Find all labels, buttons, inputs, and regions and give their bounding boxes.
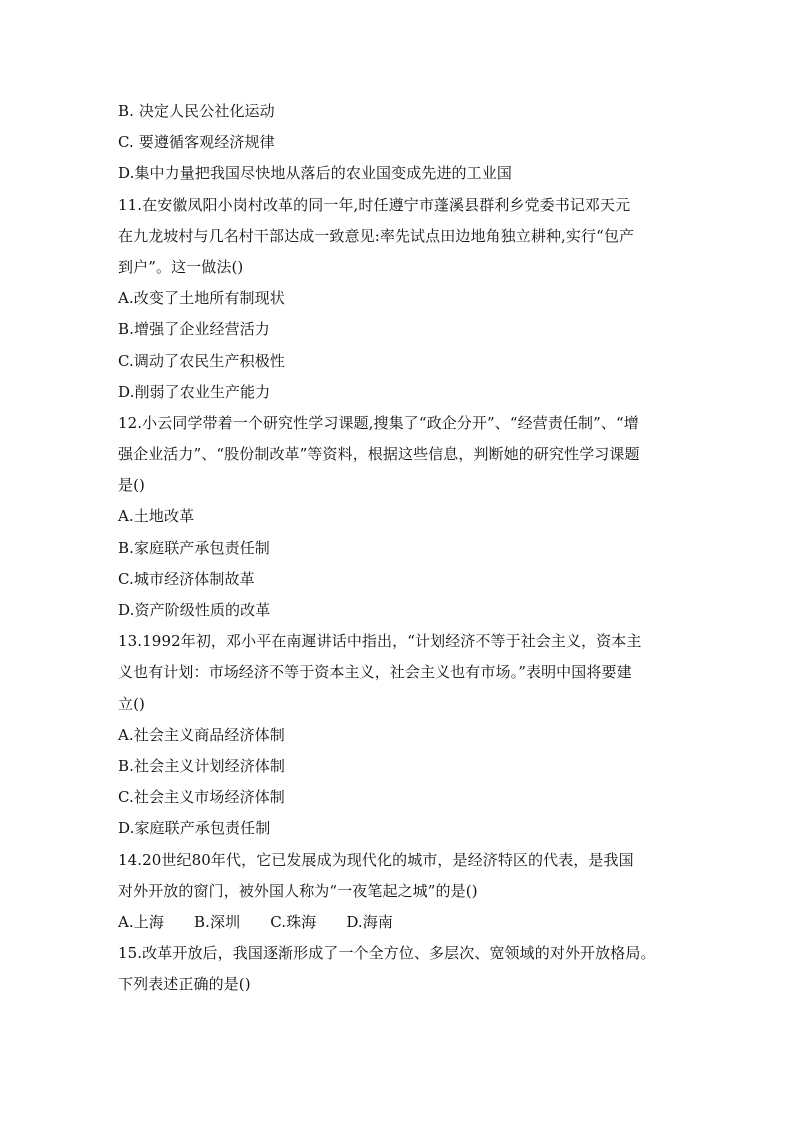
document-body — [118, 96, 678, 1000]
text-line: D.集中力量把我国尽快地从落后的农业国变成先进的工业国 — [118, 164, 512, 183]
question-15-stem: 下列表述正确的是() — [118, 975, 251, 994]
option-line: B.社会主义计划经济体制 — [118, 756, 285, 775]
question-11-stem: 在九龙坡村与几名村干部达成一致意见:率先试点田边地角独立耕种,实行“包产 — [118, 226, 635, 245]
question-13-stem: 13.1992年初，邓小平在南遲讲话中指出，“计划经济不等于社会主义，资本主 — [118, 632, 642, 651]
question-12-stem: 强企业活力”、“股份制改革”等资料，根据这些信息，判断她的研究性学习课题 — [118, 445, 640, 464]
question-14-stem: 对外开放的窗门，被外国人称为“一夜笔起之城”的是() — [118, 881, 478, 900]
text-line: B. 决定人民公社化运动 — [118, 102, 275, 120]
text-line: C. 要遵循客观经济规律 — [118, 133, 275, 152]
question-15-stem: 15.改革开放后，我国逐渐形成了一个全方位、多层次、宽领域的对外开放格局。 — [118, 944, 656, 963]
option-line: A.社会主义商品经济体制 — [118, 725, 285, 744]
question-14-stem: 14.20世纪80年代，它已发展成为现代化的城市，是经济特区的代表，是我国 — [118, 850, 634, 869]
option-c: C.珠海 — [270, 912, 317, 931]
question-11-stem: 11.在安徽凤阳小岗村改革的同一年,时任遵宁市蓬溪县群利乡党委书记邓天元 — [118, 195, 631, 214]
option-b: B.深圳 — [194, 912, 241, 931]
option-line: C.城市经济体制故革 — [118, 569, 255, 588]
option-line: A.改变了土地所有制现状 — [118, 289, 285, 308]
option-d: D.海南 — [346, 912, 394, 931]
option-line: B.增强了企业经营活力 — [118, 320, 270, 339]
option-line: D.资产阶级性质的改革 — [118, 601, 271, 619]
option-line: D.削弱了农业生产能力 — [118, 382, 271, 401]
option-a: A.上海 — [118, 912, 165, 931]
option-line: B.家庭联产承包责任制 — [118, 538, 270, 557]
option-line: C.社会主义市场经济体制 — [118, 788, 285, 807]
option-line: A.土地改革 — [118, 507, 195, 526]
question-12-stem: 12.小云同学带着一个研究性学习课题,搜集了“政企分开”、“经营责任制”、“增 — [118, 413, 639, 432]
question-14-options — [118, 907, 678, 938]
option-line: C.调动了农民生产积极性 — [118, 351, 285, 370]
question-12-stem: 是() — [118, 476, 146, 495]
option-line: D.家庭联产承包责任制 — [118, 819, 271, 838]
question-13-stem: 立() — [118, 694, 146, 713]
question-13-stem: 义也有计划：市场经济不等于资本主义，社会主义也有市场。”表明中国将要建 — [118, 663, 632, 682]
question-11-stem: 到户”。这一做法() — [118, 257, 244, 276]
